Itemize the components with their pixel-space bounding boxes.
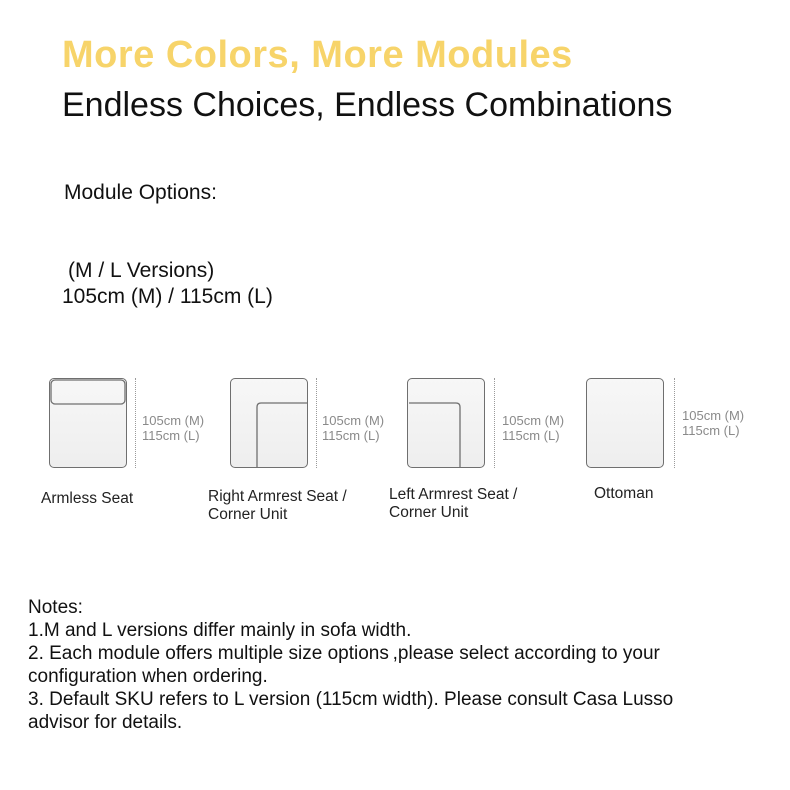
sizes-text: 105cm (M) / 115cm (L) [62,285,273,308]
ottoman-label: Ottoman [594,485,654,502]
ottoman-dimension-line [674,378,675,468]
left-armrest-seat-shape [407,378,485,468]
right-armrest-seat-size-l: 115cm (L) [322,428,380,443]
right-armrest-seat-label-line2: Corner Unit [208,506,288,523]
armless-seat-shape [49,378,127,468]
left-armrest-seat-size-m: 105cm (M) [502,413,565,428]
module-options-title: Module Options: [64,181,217,204]
right-armrest-seat-size-m: 105cm (M) [322,413,385,428]
note-item-2-line1: 2. Each module offers multiple size options ,please select according to your [28,643,660,664]
armless-seat-dimension-line [135,378,136,468]
notes-title: Notes: [28,597,83,618]
armless-seat-label: Armless Seat [41,490,134,507]
ottoman-size-l: 115cm (L) [682,423,740,438]
armless-seat-size-m: 105cm (M) [142,413,205,428]
left-armrest-seat-inner-outline [408,379,486,469]
left-armrest-seat-label-line1: Left Armrest Seat / [389,486,518,503]
versions-text: (M / L Versions) [68,259,215,282]
right-armrest-seat-dimension-line [316,378,317,468]
armless-seat-backrest-outline [50,379,128,469]
left-armrest-seat-label-line2: Corner Unit [389,504,469,521]
left-armrest-seat-size-l: 115cm (L) [502,428,560,443]
note-item-1: 1.M and L versions differ mainly in sofa width. [28,620,412,641]
right-armrest-seat-inner-outline [231,379,309,469]
headline: More Colors, More Modules [62,34,573,76]
note-item-3-line2: advisor for details. [28,712,183,733]
note-item-2-line2: configuration when ordering. [28,666,268,687]
ottoman-size-m: 105cm (M) [682,408,745,423]
right-armrest-seat-label-line1: Right Armrest Seat / [208,488,347,505]
notes-section [28,596,788,734]
armless-seat-size-l: 115cm (L) [142,428,200,443]
subheadline: Endless Choices, Endless Combinations [62,86,673,124]
ottoman-shape [586,378,664,468]
left-armrest-seat-dimension-line [494,378,495,468]
note-item-3-line1: 3. Default SKU refers to L version (115cm width). Please consult Casa Lusso [28,689,674,710]
right-armrest-seat-shape [230,378,308,468]
